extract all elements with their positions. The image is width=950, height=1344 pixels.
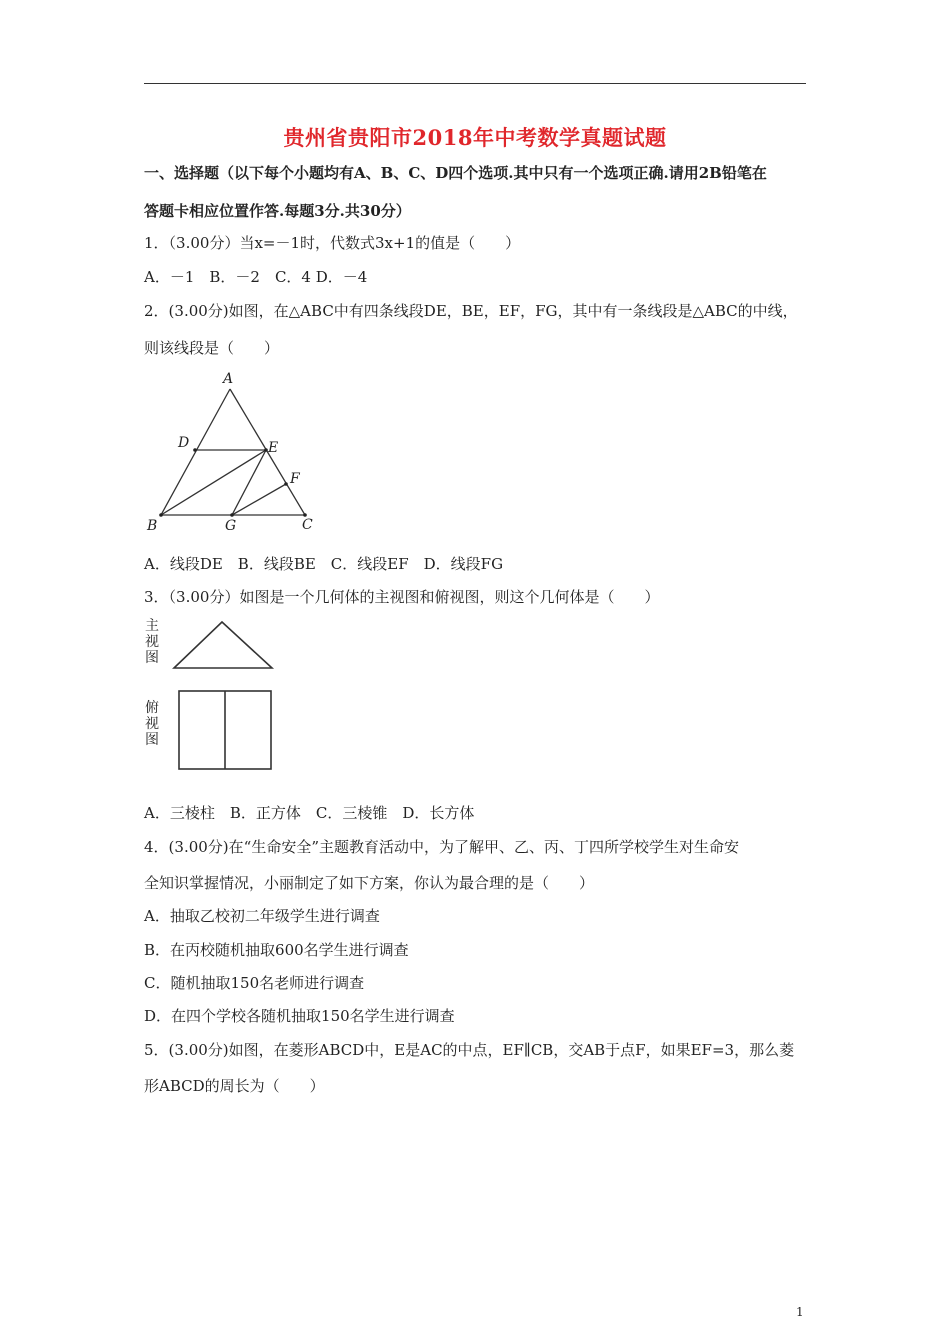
q4-option-d: D．在四个学校各随机抽取150名学生进行调查 <box>144 1007 455 1025</box>
page-title: 贵州省贵阳市2018年中考数学真题试题 <box>283 125 667 150</box>
label-E: E <box>268 440 279 456</box>
section-heading-line2: 答题卡相应位置作答.每题3分.共30分） <box>144 202 411 220</box>
label-G: G <box>225 518 237 534</box>
q1-stem: 1．（3.00分）当x=－1时，代数式3x+1的值是（ ） <box>144 234 521 252</box>
q2-stem-line1: 2．(3.00分)如图，在△ABC中有四条线段DE，BE，EF，FG，其中有一条线段是△ABC的中线， <box>144 302 798 320</box>
label-D: D <box>178 435 190 451</box>
q5-stem-line2: 形ABCD的周长为（ ） <box>144 1077 325 1095</box>
header-rule <box>144 83 806 84</box>
q4-option-c: C．随机抽取150名老师进行调查 <box>144 974 365 992</box>
q4-stem-line2: 全知识掌握情况，小丽制定了如下方案，你认为最合理的是（ ） <box>144 874 595 892</box>
front-view-triangle <box>170 618 276 672</box>
top-view-rectangle <box>176 688 274 772</box>
label-C: C <box>302 517 313 533</box>
q1-options: A．－1 B．－2 C．4 D．－4 <box>144 268 368 286</box>
q3-options: A．三棱柱 B．正方体 C．三棱锥 D．长方体 <box>144 804 475 822</box>
label-F: F <box>290 471 300 487</box>
q2-stem-line2: 则该线段是（ ） <box>144 339 280 357</box>
label-A: A <box>223 371 234 387</box>
page-number: 1 <box>796 1305 804 1319</box>
section-heading-line1: 一、选择题（以下每个小题均有A、B、C、D四个选项.其中只有一个选项正确.请用2B铅笔在 <box>144 164 767 182</box>
q2-options: A．线段DE B．线段BE C．线段EF D．线段FG <box>144 555 504 573</box>
label-B: B <box>147 518 158 534</box>
segment-AB <box>161 389 230 515</box>
q4-option-b: B．在丙校随机抽取600名学生进行调查 <box>144 941 409 959</box>
q5-stem-line1: 5．(3.00分)如图，在菱形ABCD中，E是AC的中点，EF∥CB，交AB于点F，如果EF=3，那么菱 <box>144 1041 795 1059</box>
q3-stem: 3．（3.00分）如图是一个几何体的主视图和俯视图，则这个几何体是（ ） <box>144 588 660 606</box>
top-view-label: 俯 视 图 <box>145 700 159 748</box>
q2-triangle-figure <box>140 365 340 537</box>
q4-stem-line1: 4．(3.00分)在“生命安全”主题教育活动中，为了解甲、乙、丙、丁四所学校学生对生命安 <box>144 838 739 856</box>
q4-option-a: A．抽取乙校初二年级学生进行调查 <box>144 907 380 925</box>
front-view-label: 主 视 图 <box>145 618 159 666</box>
